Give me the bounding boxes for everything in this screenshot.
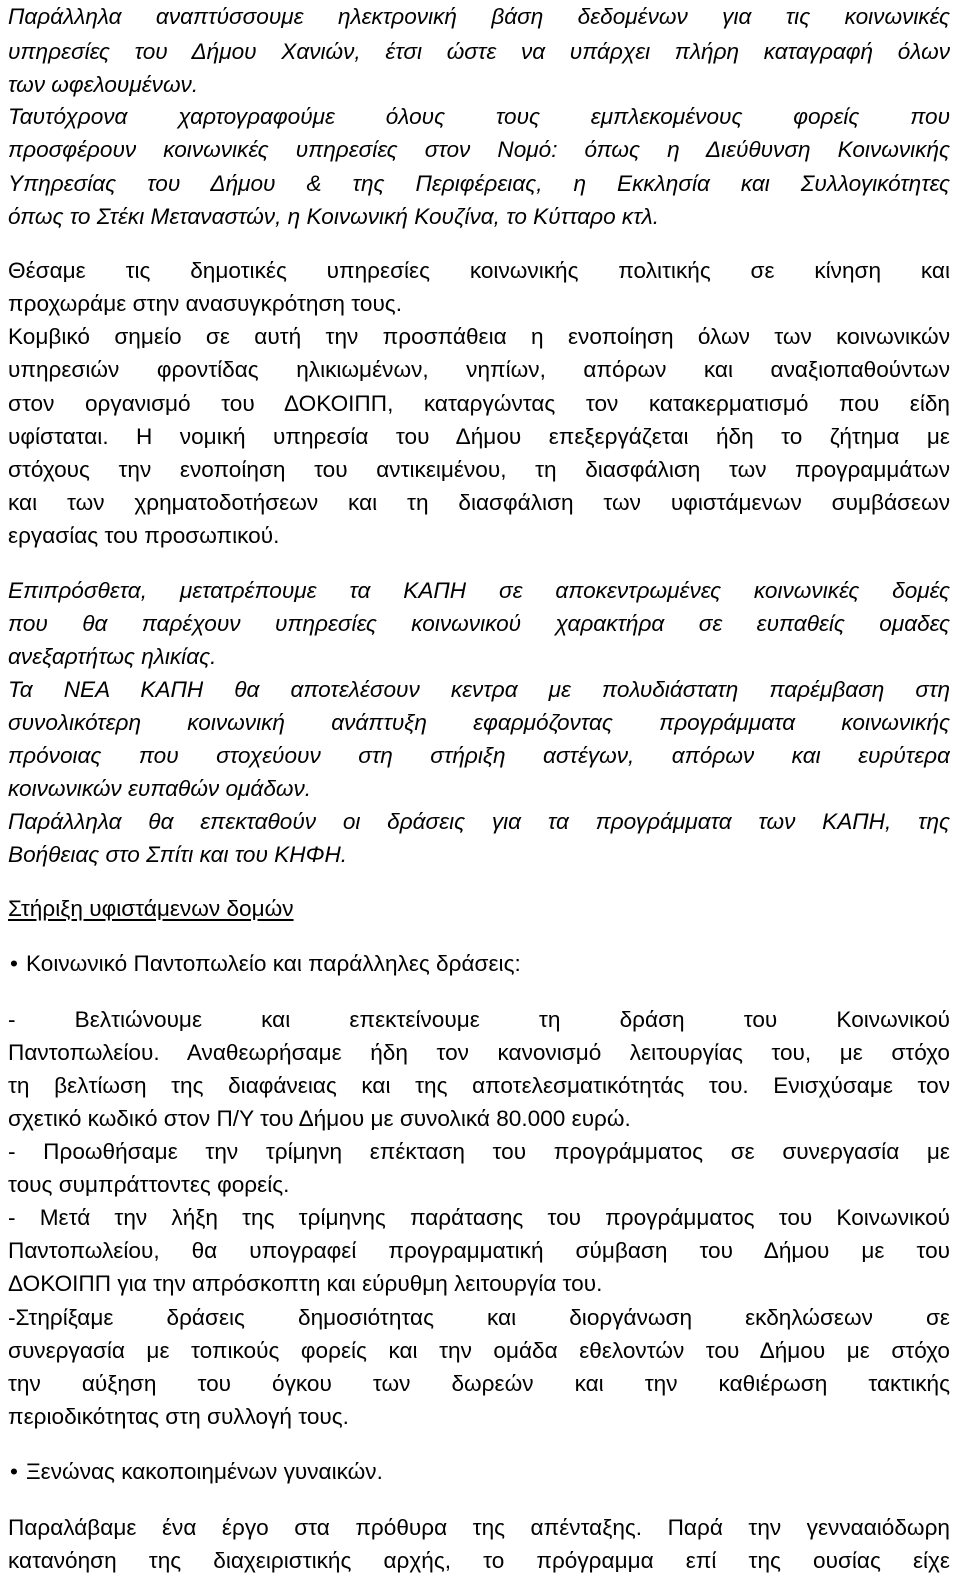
- text-line: πρόνοιας που στοχεύουν στη στήριξη αστέγων, απόρων και ευρύτερα: [8, 743, 950, 768]
- text-line: κοινωνικών ευπαθών ομάδων.: [8, 776, 312, 801]
- text-line: -Στηρίξαμε δράσεις δημοσιότητας και διοργάνωση εκδηλώσεων σε: [8, 1305, 950, 1330]
- text-line: υπηρεσιών φροντίδας ηλικιωμένων, νηπίων, απόρων και αναξιοπαθούντων: [8, 357, 950, 382]
- text-line: συνολικότερη κοινωνική ανάπτυξη εφαρμόζοντας προγράμματα κοινωνικής: [8, 710, 950, 735]
- text-line: στόχους την ενοποίηση του αντικειμένου, τη διασφάλιση των προγραμμάτων: [8, 457, 950, 482]
- text-line: υπηρεσίες του Δήμου Χανιών, έτσι ώστε να υπάρχει πλήρη καταγραφή όλων: [8, 39, 950, 64]
- text-line: - Μετά την λήξη της τρίμηνης παράτασης του προγράμματος του Κοινωνικού: [8, 1205, 950, 1230]
- text-line: Βοήθειας στο Σπίτι και του ΚΗΦΗ.: [8, 842, 348, 867]
- text-line: προσφέρουν κοινωνικές υπηρεσίες στον Νομό: όπως η Διεύθυνση Κοινωνικής: [8, 137, 950, 162]
- text-line: - Προωθήσαμε την τρίμηνη επέκταση του προγράμματος σε συνεργασία με: [8, 1139, 950, 1164]
- bullet-icon: •: [10, 951, 18, 976]
- text-line: Παραλάβαμε ένα έργο στα πρόθυρα της απένταξης. Παρά την γεννααιόδωρη: [8, 1515, 950, 1540]
- text-line: προχωράμε στην ανασυγκρότηση τους.: [8, 291, 402, 316]
- text-line: τους συμπράττοντες φορείς.: [8, 1172, 290, 1197]
- text-line: σχετικό κωδικό στον Π/Υ του Δήμου με συνολικά 80.000 ευρώ.: [8, 1106, 631, 1131]
- bullet-icon: •: [10, 1459, 18, 1484]
- text-line: - Βελτιώνουμε και επεκτείνουμε τη δράση του Κοινωνικού: [8, 1007, 950, 1032]
- text-line: Υπηρεσίας του Δήμου & της Περιφέρειας, η Εκκλησία και Συλλογικότητες: [8, 171, 950, 196]
- text-line: ανεξαρτήτως ηλικίας.: [8, 644, 217, 669]
- text-line: των ωφελουμένων.: [8, 72, 199, 97]
- bullet-label: Ξενώνας κακοποιημένων γυναικών.: [26, 1459, 383, 1484]
- text-line: υφίσταται. Η νομική υπηρεσία του Δήμου επεξεργάζεται ήδη το ζήτημα με: [8, 424, 950, 449]
- text-line: και των χρηματοδοτήσεων και τη διασφάλιση των υφιστάμενων συμβάσεων: [8, 490, 950, 515]
- bullet-label: Κοινωνικό Παντοπωλείο και παράλληλες δράσεις:: [26, 951, 521, 976]
- text-line: Κομβικό σημείο σε αυτή την προσπάθεια η ενοποίηση όλων των κοινωνικών: [8, 324, 950, 349]
- text-line: όπως το Στέκι Μεταναστών, η Κοινωνική Κουζίνα, το Κύτταρο κτλ.: [8, 204, 660, 229]
- text-line: την αύξηση του όγκου των δωρεών και την καθιέρωση τακτικής: [8, 1371, 950, 1396]
- text-line: Παντοπωλείου, θα υπογραφεί προγραμματική σύμβαση του Δήμου με του: [8, 1238, 950, 1263]
- text-line: Παντοπωλείου. Αναθεωρήσαμε ήδη τον κανονισμό λειτουργίας του, με στόχο: [8, 1040, 950, 1065]
- text-line: κατανόηση της διαχειριστικής αρχής, το πρόγραμμα επί της ουσίας είχε: [8, 1548, 950, 1573]
- bullet-item: [8, 1456, 950, 1488]
- text-line: ΔΟΚΟΙΠΠ για την απρόσκοπτη και εύρυθμη λειτουργία του.: [8, 1271, 603, 1296]
- text-line: Παράλληλα θα επεκταθούν οι δράσεις για τα προγράμματα των ΚΑΠΗ, της: [8, 809, 950, 834]
- text-line: στον οργανισμό του ΔΟΚΟΙΠΠ, καταργώντας τον κατακερματισμό που είδη: [8, 391, 950, 416]
- text-line: Παράλληλα αναπτύσσουμε ηλεκτρονική βάση δεδομένων για τις κοινωνικές: [8, 4, 950, 29]
- text-line: Θέσαμε τις δημοτικές υπηρεσίες κοινωνικής πολιτικής σε κίνηση και: [8, 258, 950, 283]
- section-heading: Στήριξη υφιστάμενων δομών: [8, 896, 294, 921]
- bullet-item: [8, 948, 950, 980]
- text-line: Ταυτόχρονα χαρτογραφούμε όλους τους εμπλεκομένους φορείς που: [8, 104, 950, 129]
- text-line: συνεργασία με τοπικούς φορείς και την ομάδα εθελοντών του Δήμου με στόχο: [8, 1338, 950, 1363]
- text-line: περιοδικότητας στη συλλογή τους.: [8, 1404, 349, 1429]
- text-line: που θα παρέχουν υπηρεσίες κοινωνικού χαρακτήρα σε ευπαθείς ομαδες: [8, 611, 950, 636]
- text-line: εργασίας του προσωπικού.: [8, 523, 280, 548]
- text-line: Τα ΝΕΑ ΚΑΠΗ θα αποτελέσουν κεντρα με πολυδιάστατη παρέμβαση στη: [8, 677, 950, 702]
- text-line: τη βελτίωση της διαφάνειας και της αποτελεσματικότητάς του. Ενισχύσαμε τον: [8, 1073, 950, 1098]
- text-line: Επιπρόσθετα, μετατρέπουμε τα ΚΑΠΗ σε αποκεντρωμένες κοινωνικές δομές: [8, 578, 950, 603]
